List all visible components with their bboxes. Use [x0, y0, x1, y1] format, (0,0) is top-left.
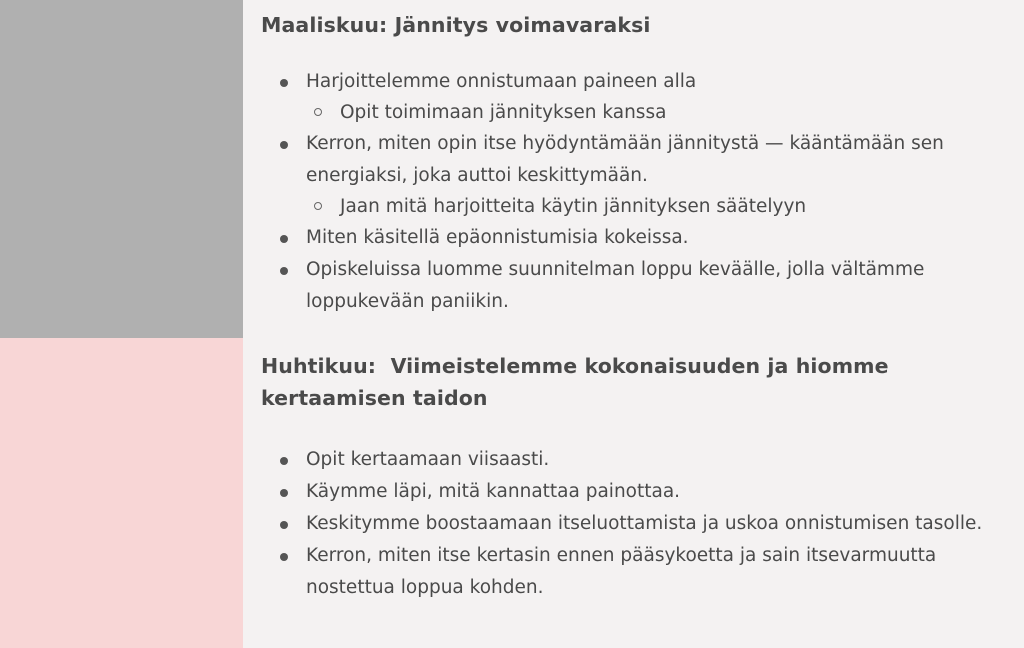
list-item-text: Kerron, miten itse kertasin ennen pääsykoetta ja sain itsevarmuutta nostettua loppua kohden. [306, 545, 937, 598]
circle-bullet-icon [314, 202, 322, 210]
list-item-text: Opit kertaamaan viisaasti. [306, 449, 550, 470]
list-item [261, 254, 994, 318]
sub-list [306, 192, 994, 222]
list-item-text: Kerron, miten opin itse hyödyntämään jännitystä — kääntämään sen energiaksi, joka auttoi keskittymään. [306, 133, 944, 186]
list-item [261, 476, 994, 508]
sidebar-pink-block [0, 338, 243, 648]
list-item [261, 128, 994, 222]
list-item [261, 508, 994, 540]
list-item [261, 444, 994, 476]
section-title-march: Maaliskuu: Jännitys voimavaraksi [261, 13, 651, 37]
section-march [261, 9, 994, 318]
section-title-april: Huhtikuu: Viimeistelemme kokonaisuuden ja hiomme kertaamisen taidon [261, 354, 896, 410]
bullet-icon [280, 457, 288, 465]
section-april [261, 350, 994, 604]
circle-bullet-icon [314, 108, 322, 116]
sidebar-gray-block [0, 0, 243, 338]
sub-list-item-text: Jaan mitä harjoitteita käytin jännityksen säätelyyn [340, 196, 807, 217]
list-item-text: Miten käsitellä epäonnistumisia kokeissa. [306, 227, 689, 248]
bullet-icon [280, 79, 288, 87]
sub-list-item [306, 192, 994, 222]
bullet-icon [280, 553, 288, 561]
bullet-icon [280, 235, 288, 243]
list-item-text: Keskitymme boostaamaan itseluottamista ja uskoa onnistumisen tasolle. [306, 513, 983, 534]
list-item-text: Harjoittelemme onnistumaan paineen alla [306, 71, 697, 92]
list-item [261, 540, 994, 604]
bullet-icon [280, 489, 288, 497]
sub-list [306, 98, 994, 128]
sub-list-item-text: Opit toimimaan jännityksen kanssa [340, 102, 667, 123]
list-item-text: Opiskeluissa luomme suunnitelman loppu keväälle, jolla vältämme loppukevään paniikin. [306, 259, 925, 312]
bullet-icon [280, 521, 288, 529]
list-item [261, 222, 994, 254]
bullet-icon [280, 267, 288, 275]
bullet-icon [280, 141, 288, 149]
list-item-text: Käymme läpi, mitä kannattaa painottaa. [306, 481, 681, 502]
list-item [261, 66, 994, 128]
bullet-list-march [261, 66, 994, 318]
bullet-list-april [261, 444, 994, 604]
sub-list-item [306, 98, 994, 128]
content-area [243, 0, 1024, 648]
